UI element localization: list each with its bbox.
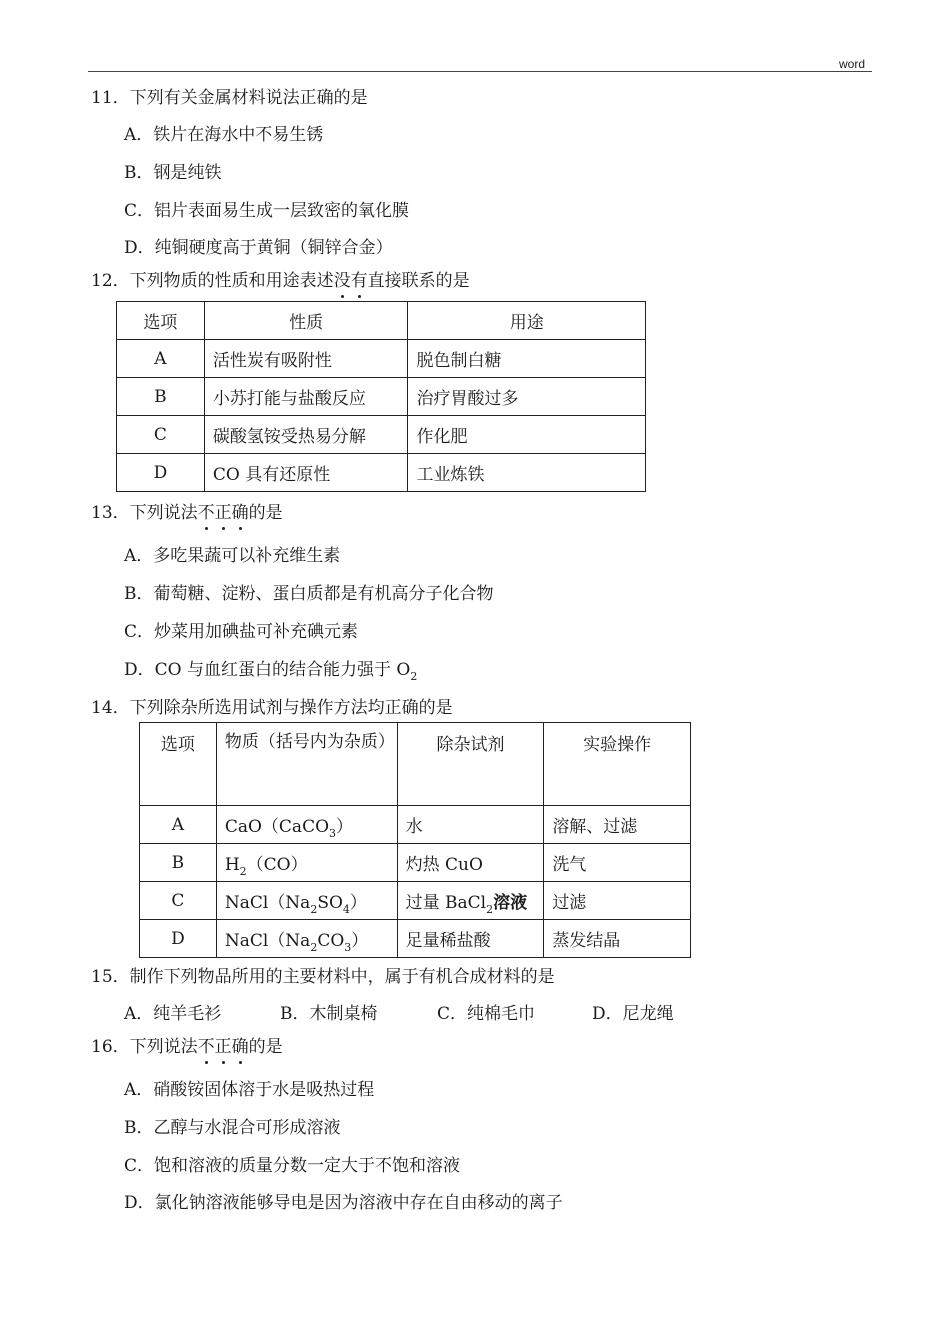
cell-text: CO — [317, 931, 345, 951]
question-12-stem — [91, 266, 470, 291]
cell-text: 过量 BaCl — [405, 893, 487, 913]
question-13-option-d-text: D．CO 与血红蛋白的结合能力强于 O — [124, 660, 411, 680]
table-cell: 蒸发结晶 — [544, 920, 691, 958]
cell-text: NaCl（Na — [224, 893, 311, 913]
table-cell: 治疗胃酸过多 — [408, 378, 646, 416]
table-cell — [216, 844, 397, 882]
question-15-stem: 15．制作下列物品所用的主要材料中，属于有机合成材料的是 — [91, 967, 555, 987]
table-header: 实验操作 — [544, 723, 691, 806]
question-14-stem: 14．下列除杂所选用试剂与操作方法均正确的是 — [91, 698, 453, 718]
table-row — [117, 454, 646, 492]
question-12-stem-post: 直接联系的是 — [367, 271, 470, 291]
header-rule — [88, 71, 872, 72]
question-11-stem: 11．下列有关金属材料说法正确的是 — [91, 88, 368, 108]
question-16-stem — [91, 1032, 283, 1057]
question-13-option-d — [124, 655, 418, 683]
table-cell: 足量稀盐酸 — [397, 920, 544, 958]
emphasis-char: 没 — [334, 266, 351, 291]
question-11-option-b: B．钢是纯铁 — [124, 163, 222, 183]
table-cell — [397, 882, 544, 920]
table-cell: 溶解、过滤 — [544, 806, 691, 844]
emphasis-char: 确 — [232, 498, 249, 523]
subscript: 3 — [329, 827, 337, 840]
question-16-option-a: A．硝酸铵固体溶于水是吸热过程 — [124, 1080, 375, 1100]
question-16-option-b: B．乙醇与水混合可形成溶液 — [124, 1118, 341, 1138]
question-16-option-d: D．氯化钠溶液能够导电是因为溶液中存在自由移动的离子 — [124, 1193, 563, 1213]
question-16-stem-pre: 16．下列说法 — [91, 1037, 198, 1057]
cell-text: ） — [336, 817, 354, 837]
question-15-option-b: B．木制桌椅 — [280, 1004, 378, 1024]
emphasis-char: 不 — [198, 1032, 215, 1057]
question-13-option-a: A．多吃果蔬可以补充维生素 — [124, 546, 341, 566]
question-11-option-c: C．铝片表面易生成一层致密的氧化膜 — [124, 201, 410, 221]
subscript: 3 — [344, 941, 352, 954]
cell-text: CaO（CaCO — [224, 817, 330, 837]
question-12-stem-pre: 12．下列物质的性质和用途表述 — [91, 271, 334, 291]
table-cell: CO 具有还原性 — [204, 454, 408, 492]
cell-text: SO — [317, 893, 343, 913]
table-cell: 碳酸氢铵受热易分解 — [204, 416, 408, 454]
table-cell: D — [140, 920, 217, 958]
table-cell: A — [140, 806, 217, 844]
table-cell: B — [140, 844, 217, 882]
question-16-stem-post: 的是 — [248, 1037, 283, 1057]
table-row — [117, 416, 646, 454]
table-cell: 活性炭有吸附性 — [204, 340, 408, 378]
table-cell — [216, 920, 397, 958]
table-cell: A — [117, 340, 205, 378]
table-header: 选项 — [117, 302, 205, 340]
table-cell: 脱色制白糖 — [408, 340, 646, 378]
table-cell: B — [117, 378, 205, 416]
table-cell: 水 — [397, 806, 544, 844]
question-11-option-a: A．铁片在海水中不易生锈 — [124, 125, 324, 145]
emphasis-char: 不 — [198, 498, 215, 523]
subscript: 2 — [486, 903, 494, 916]
question-12-table — [116, 301, 646, 492]
table-header: 物质（括号内为杂质） — [216, 723, 397, 806]
table-cell: 工业炼铁 — [408, 454, 646, 492]
subscript: 2 — [310, 903, 318, 916]
cell-text: NaCl（Na — [224, 931, 311, 951]
table-cell: C — [117, 416, 205, 454]
question-15-option-d: D．尼龙绳 — [592, 1004, 674, 1024]
emphasis-char: 正 — [215, 1032, 232, 1057]
question-13-stem — [91, 498, 283, 523]
subscript: 4 — [342, 903, 350, 916]
table-header: 性质 — [204, 302, 408, 340]
table-header: 除杂试剂 — [397, 723, 544, 806]
table-cell: C — [140, 882, 217, 920]
table-header: 用途 — [408, 302, 646, 340]
question-13-option-c: C．炒菜用加碘盐可补充碘元素 — [124, 622, 359, 642]
question-11-option-d: D．纯铜硬度高于黄铜（铜锌合金） — [124, 238, 393, 258]
question-15-options — [124, 999, 674, 1024]
subscript: 2 — [310, 941, 318, 954]
question-13-stem-post: 的是 — [248, 503, 283, 523]
table-row — [140, 806, 691, 844]
table-cell: D — [117, 454, 205, 492]
cell-text: 溶液 — [493, 893, 528, 913]
table-cell: 灼热 CuO — [397, 844, 544, 882]
subscript: 2 — [410, 670, 418, 683]
question-13-stem-pre: 13．下列说法 — [91, 503, 198, 523]
cell-text: H — [224, 855, 240, 875]
table-cell: 过滤 — [544, 882, 691, 920]
cell-text: ） — [349, 893, 367, 913]
emphasis-char: 确 — [232, 1032, 249, 1057]
question-14-table — [139, 722, 691, 958]
table-cell — [216, 882, 397, 920]
table-header: 选项 — [140, 723, 217, 806]
emphasis-char: 正 — [215, 498, 232, 523]
table-row — [140, 882, 691, 920]
table-cell: 小苏打能与盐酸反应 — [204, 378, 408, 416]
cell-text: （CO） — [246, 855, 308, 875]
emphasis-char: 有 — [351, 266, 368, 291]
question-15-option-c: C．纯棉毛巾 — [437, 1004, 536, 1024]
table-row — [140, 920, 691, 958]
table-row — [117, 340, 646, 378]
question-16-option-c: C．饱和溶液的质量分数一定大于不饱和溶液 — [124, 1156, 461, 1176]
question-13-option-b: B．葡萄糖、淀粉、蛋白质都是有机高分子化合物 — [124, 584, 494, 604]
table-cell — [216, 806, 397, 844]
table-cell: 作化肥 — [408, 416, 646, 454]
subscript: 2 — [239, 865, 247, 878]
table-row — [117, 378, 646, 416]
table-row — [140, 844, 691, 882]
table-cell: 洗气 — [544, 844, 691, 882]
cell-text: ） — [351, 931, 369, 951]
header-word: word — [839, 57, 866, 71]
question-15-option-a: A．纯羊毛衫 — [124, 1004, 222, 1024]
